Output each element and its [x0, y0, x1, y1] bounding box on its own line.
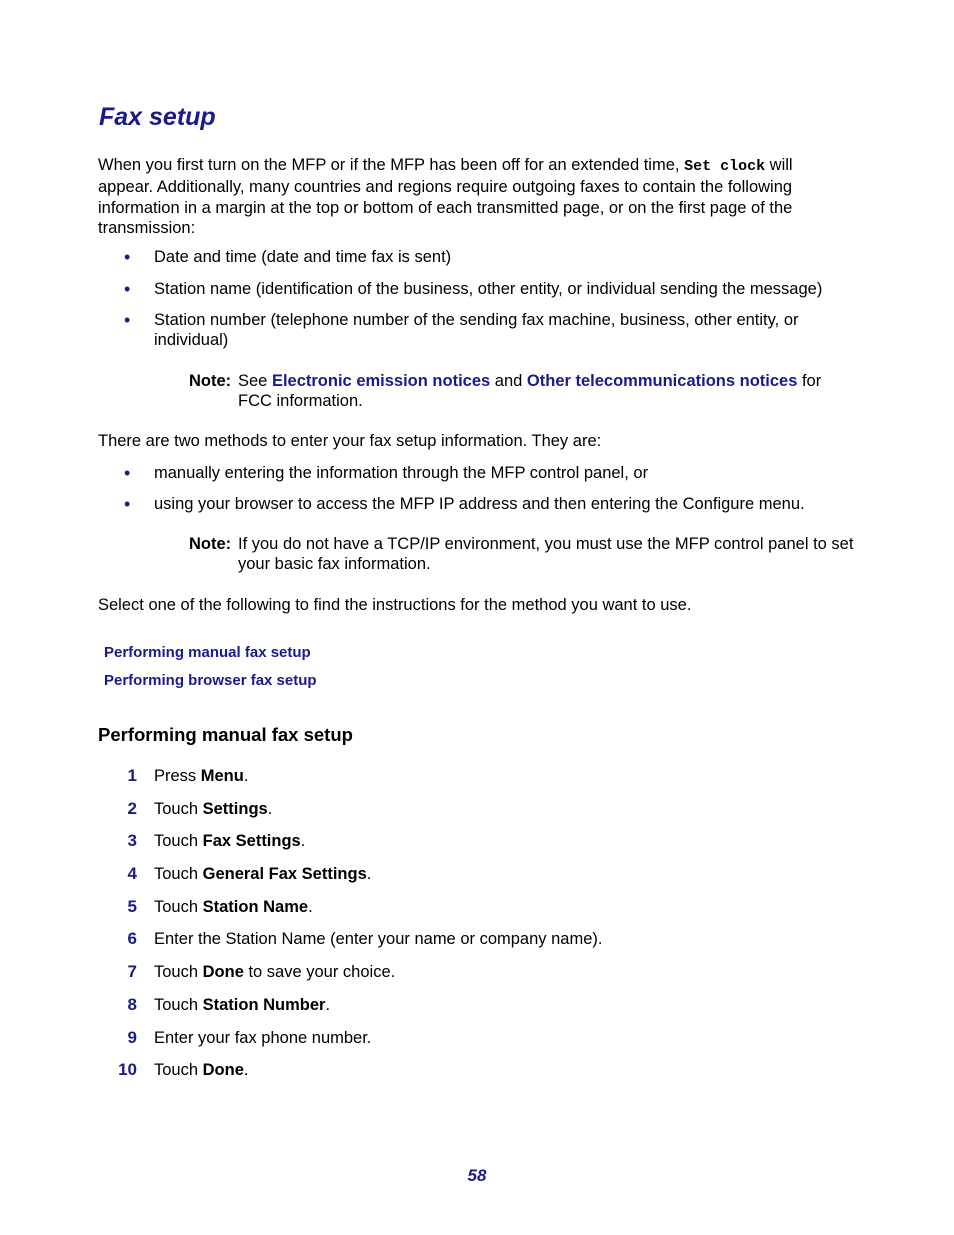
step-number: 2	[127, 799, 137, 818]
step-number: 6	[127, 929, 137, 948]
step-text: Touch Station Name.	[154, 898, 313, 916]
set-clock-code: Set clock	[684, 158, 766, 175]
intro-paragraph	[98, 155, 833, 238]
step-text: Enter your fax phone number.	[154, 1029, 372, 1047]
note-text: If you do not have a TCP/IP environment, you must use the MFP control panel to set your basic fax information.	[238, 535, 854, 574]
step-text: Touch Fax Settings.	[154, 832, 306, 850]
list-item: using your browser to access the MFP IP address and then entering the Configure menu.	[154, 495, 805, 513]
step-text: Touch Done.	[154, 1061, 249, 1079]
intro-text-1: When you first turn on the MFP or if the MFP has been off for an extended time,	[98, 156, 685, 174]
bullet-icon: •	[124, 279, 131, 299]
step-text: Enter the Station Name (enter your name or company name).	[154, 930, 603, 948]
section-heading: Performing manual fax setup	[98, 724, 353, 745]
step-number: 7	[127, 962, 137, 981]
bullet-icon: •	[124, 463, 131, 483]
step-number: 1	[127, 766, 137, 785]
step-number: 3	[127, 831, 137, 850]
step-text: Touch Settings.	[154, 800, 273, 818]
step-text: Touch Done to save your choice.	[154, 963, 396, 981]
bullet-icon: •	[124, 247, 131, 267]
list-item: Date and time (date and time fax is sent)	[154, 248, 452, 266]
note-text	[238, 371, 858, 412]
note-label: Note:	[189, 535, 232, 553]
electronic-emission-notices-link[interactable]: Electronic emission notices	[271, 372, 491, 390]
step-text: Touch Station Number.	[154, 996, 331, 1014]
step-text: Touch General Fax Settings.	[154, 865, 372, 883]
step-number: 5	[127, 897, 137, 916]
bullet-icon: •	[124, 494, 131, 514]
note-label: Note:	[189, 372, 232, 390]
step-number: 4	[127, 864, 137, 883]
step-text: Press Menu.	[154, 767, 249, 785]
list-item: manually entering the information through the MFP control panel, or	[154, 464, 649, 482]
list-item: Station name (identification of the business, other entity, or individual sending the message)	[154, 280, 823, 298]
note-text-pre: See	[238, 372, 272, 390]
step-number: 10	[118, 1060, 137, 1079]
toc-link-manual[interactable]: Performing manual fax setup	[104, 644, 311, 661]
methods-intro: There are two methods to enter your fax setup information. They are:	[98, 432, 602, 450]
page-title: Fax setup	[99, 103, 216, 131]
note-text-mid: and	[490, 372, 527, 390]
intro-text-2: will appear. Additionally, many countries and regions require outgoing faxes to contain the following information in a margin at the top or bottom of each transmitted page, or on the first page of the transmission:	[98, 156, 793, 237]
step-number: 8	[127, 995, 137, 1014]
page-number: 58	[467, 1166, 487, 1185]
bullet-icon: •	[124, 310, 131, 330]
select-text: Select one of the following to find the instructions for the method you want to use.	[98, 596, 692, 614]
toc-link-browser[interactable]: Performing browser fax setup	[104, 672, 317, 689]
list-item: Station number (telephone number of the sending fax machine, business, other entity, or individual)	[154, 311, 799, 350]
step-number: 9	[127, 1028, 137, 1047]
note-text-post: for FCC information.	[238, 372, 822, 411]
other-telecommunications-notices-link[interactable]: Other telecommunications notices	[526, 372, 798, 390]
